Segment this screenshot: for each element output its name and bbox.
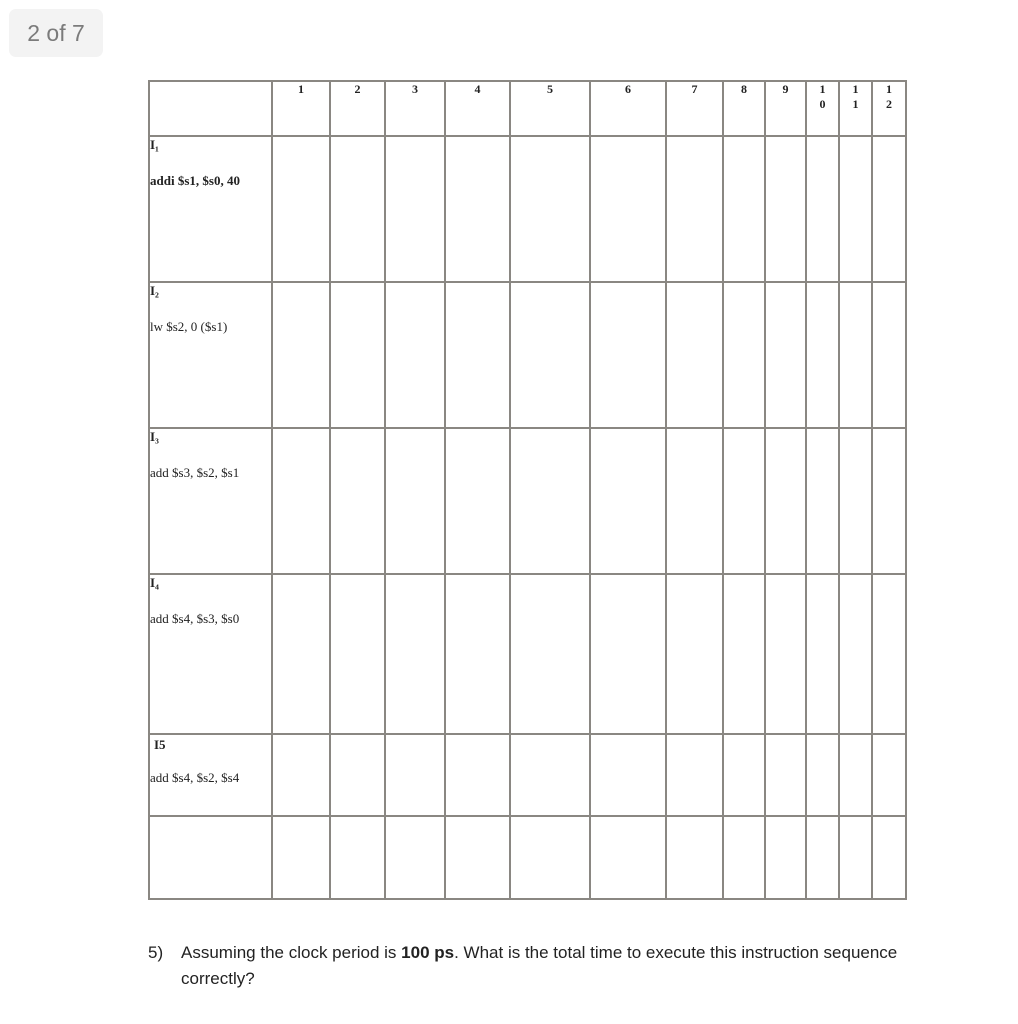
- pipeline-cell[interactable]: [765, 282, 806, 428]
- pipeline-cell[interactable]: [445, 574, 510, 734]
- pipeline-cell[interactable]: [806, 816, 839, 899]
- pipeline-cell[interactable]: [666, 282, 723, 428]
- pipeline-cell[interactable]: [510, 282, 590, 428]
- table-row: [149, 574, 906, 734]
- pipeline-cell[interactable]: [839, 574, 872, 734]
- pipeline-cell[interactable]: [445, 282, 510, 428]
- pipeline-table: [148, 80, 907, 900]
- pipeline-cell[interactable]: [445, 428, 510, 574]
- pipeline-cell[interactable]: [510, 816, 590, 899]
- pipeline-cell[interactable]: [839, 816, 872, 899]
- pipeline-cell[interactable]: [330, 282, 385, 428]
- cycle-header: 7: [666, 81, 723, 136]
- cycle-header: 2: [330, 81, 385, 136]
- pipeline-cell[interactable]: [839, 428, 872, 574]
- pipeline-cell[interactable]: [445, 136, 510, 282]
- instruction-cell: [149, 816, 272, 899]
- instruction-id: I5: [154, 737, 166, 752]
- pipeline-cell[interactable]: [385, 734, 445, 816]
- instruction-code: add $s4, $s2, $s4: [150, 770, 240, 785]
- instruction-cell: [149, 428, 272, 574]
- pipeline-cell[interactable]: [723, 574, 765, 734]
- pipeline-cell[interactable]: [385, 428, 445, 574]
- pipeline-cell[interactable]: [666, 816, 723, 899]
- pipeline-cell[interactable]: [272, 574, 330, 734]
- question-continuation: correctly?: [181, 969, 255, 988]
- pipeline-cell[interactable]: [723, 136, 765, 282]
- pipeline-cell[interactable]: [806, 428, 839, 574]
- pipeline-cell[interactable]: [765, 734, 806, 816]
- pipeline-cell[interactable]: [872, 734, 906, 816]
- pipeline-cell[interactable]: [765, 816, 806, 899]
- question-bold-value: 100 ps: [401, 943, 455, 962]
- pipeline-cell[interactable]: [723, 428, 765, 574]
- pipeline-cell[interactable]: [765, 574, 806, 734]
- pipeline-cell[interactable]: [510, 428, 590, 574]
- pipeline-cell[interactable]: [806, 574, 839, 734]
- pipeline-cell[interactable]: [445, 816, 510, 899]
- pipeline-cell[interactable]: [666, 136, 723, 282]
- table-row: [149, 428, 906, 574]
- instruction-id: I₂: [150, 283, 159, 298]
- pipeline-cell[interactable]: [872, 136, 906, 282]
- page-indicator: 2 of 7: [9, 9, 103, 57]
- pipeline-cell[interactable]: [510, 136, 590, 282]
- instruction-code: addi $s1, $s0, 40: [150, 173, 240, 188]
- pipeline-cell[interactable]: [272, 428, 330, 574]
- pipeline-cell[interactable]: [723, 816, 765, 899]
- pipeline-cell[interactable]: [510, 734, 590, 816]
- pipeline-cell[interactable]: [765, 136, 806, 282]
- pipeline-cell[interactable]: [590, 428, 666, 574]
- pipeline-cell[interactable]: [839, 734, 872, 816]
- pipeline-cell[interactable]: [872, 282, 906, 428]
- instruction-id: I₄: [150, 575, 159, 590]
- instruction-cell: [149, 282, 272, 428]
- pipeline-cell[interactable]: [666, 574, 723, 734]
- cycle-header: 1 0: [806, 81, 839, 136]
- instruction-id: I₁: [150, 137, 159, 152]
- instruction-id: I₃: [150, 429, 159, 444]
- pipeline-cell[interactable]: [590, 734, 666, 816]
- cycle-header: 3: [385, 81, 445, 136]
- pipeline-cell[interactable]: [765, 428, 806, 574]
- cycle-header: 1: [272, 81, 330, 136]
- pipeline-cell[interactable]: [839, 282, 872, 428]
- table-row: [149, 282, 906, 428]
- header-row: [149, 81, 906, 136]
- pipeline-cell[interactable]: [385, 574, 445, 734]
- pipeline-cell[interactable]: [330, 816, 385, 899]
- pipeline-cell[interactable]: [872, 428, 906, 574]
- pipeline-cell[interactable]: [806, 282, 839, 428]
- pipeline-cell[interactable]: [806, 136, 839, 282]
- pipeline-cell[interactable]: [723, 734, 765, 816]
- pipeline-cell[interactable]: [590, 574, 666, 734]
- cycle-header: 1 1: [839, 81, 872, 136]
- pipeline-cell[interactable]: [330, 574, 385, 734]
- pipeline-cell[interactable]: [272, 136, 330, 282]
- pipeline-cell[interactable]: [445, 734, 510, 816]
- question-text: Assuming the clock period is: [181, 943, 402, 962]
- instruction-cell: [149, 574, 272, 734]
- question-text-end: . What is the total time to execute this instruction sequence: [454, 943, 898, 962]
- pipeline-cell[interactable]: [510, 574, 590, 734]
- pipeline-cell[interactable]: [723, 282, 765, 428]
- pipeline-cell[interactable]: [272, 734, 330, 816]
- pipeline-cell[interactable]: [330, 136, 385, 282]
- instruction-cell: [149, 734, 272, 816]
- pipeline-cell[interactable]: [666, 428, 723, 574]
- table-row: [149, 734, 906, 816]
- cycle-header: 9: [765, 81, 806, 136]
- pipeline-cell[interactable]: [666, 734, 723, 816]
- instruction-code: add $s4, $s3, $s0: [150, 611, 240, 626]
- instruction-cell: [149, 136, 272, 282]
- instruction-code: add $s3, $s2, $s1: [150, 465, 240, 480]
- pipeline-cell[interactable]: [272, 282, 330, 428]
- header-corner-cell: [149, 81, 272, 136]
- pipeline-cell[interactable]: [590, 282, 666, 428]
- instruction-code: lw $s2, 0 ($s1): [150, 319, 228, 334]
- pipeline-cell[interactable]: [385, 136, 445, 282]
- cycle-header: 8: [723, 81, 765, 136]
- cycle-header: 5: [510, 81, 590, 136]
- pipeline-cell[interactable]: [590, 136, 666, 282]
- question-number: 5): [148, 943, 164, 962]
- cycle-header: 4: [445, 81, 510, 136]
- pipeline-cell[interactable]: [872, 574, 906, 734]
- pipeline-cell[interactable]: [272, 816, 330, 899]
- cycle-header: 1 2: [872, 81, 906, 136]
- pipeline-cell[interactable]: [872, 816, 906, 899]
- pipeline-cell[interactable]: [330, 428, 385, 574]
- table-row: [149, 136, 906, 282]
- pipeline-cell[interactable]: [385, 282, 445, 428]
- pipeline-cell[interactable]: [385, 816, 445, 899]
- pipeline-cell[interactable]: [839, 136, 872, 282]
- question-5: [148, 940, 988, 992]
- pipeline-cell[interactable]: [590, 816, 666, 899]
- cycle-header: 6: [590, 81, 666, 136]
- pipeline-cell[interactable]: [806, 734, 839, 816]
- pipeline-cell[interactable]: [330, 734, 385, 816]
- table-row: [149, 816, 906, 899]
